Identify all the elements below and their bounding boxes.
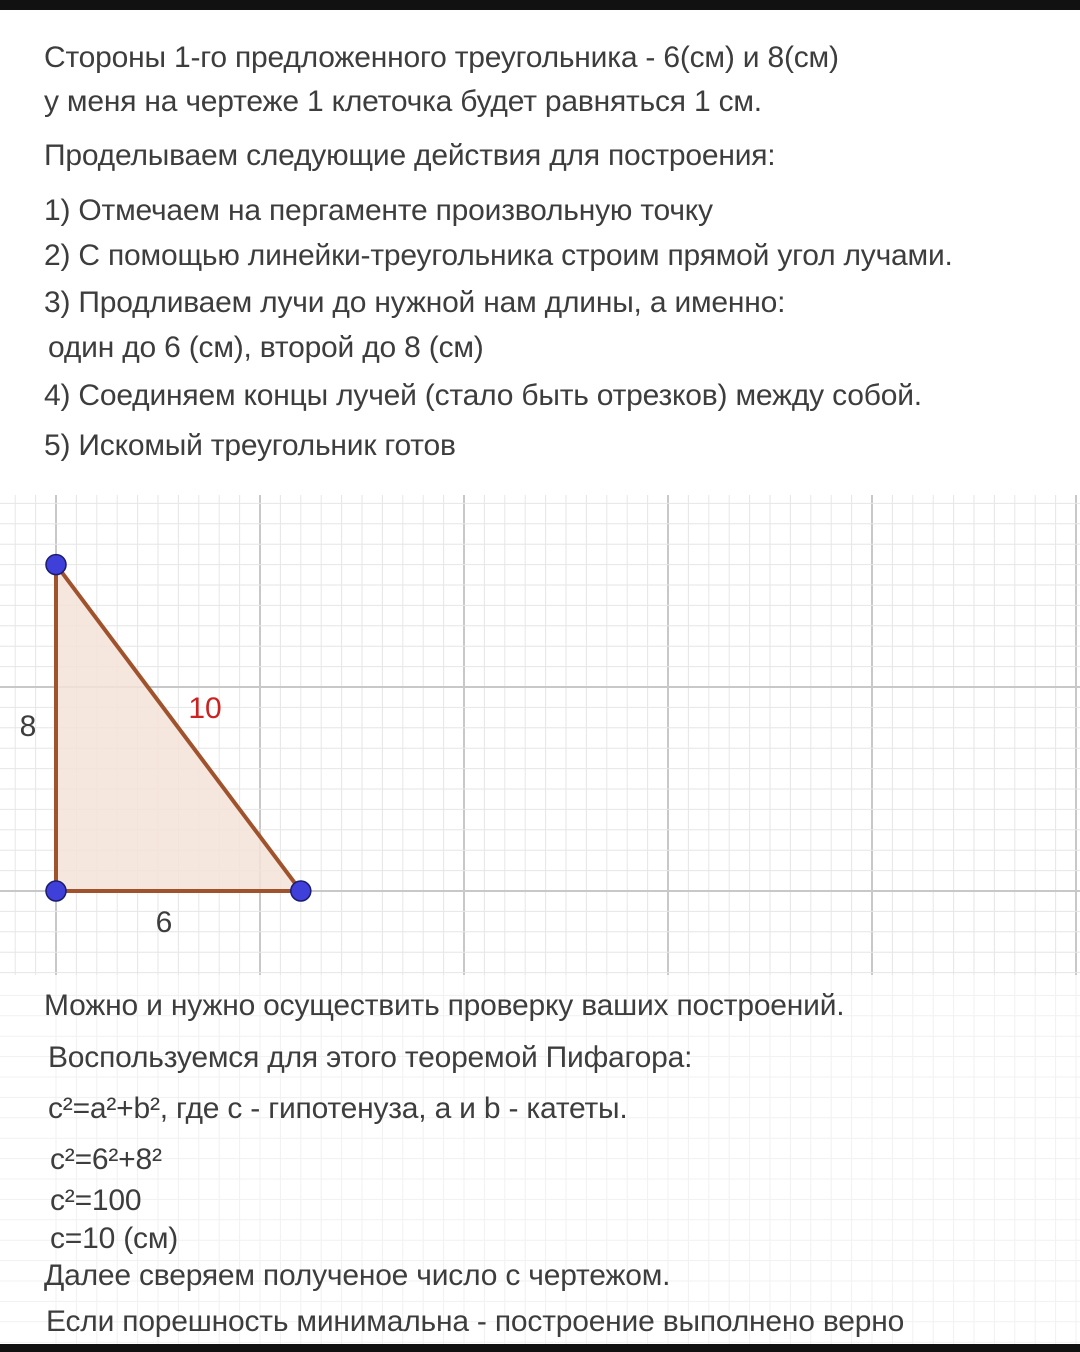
intro-line-2: у меня на чертеже 1 клеточка будет равняться 1 см. bbox=[44, 85, 762, 118]
label-hypotenuse-10: 10 bbox=[188, 692, 222, 725]
vertex-top-point bbox=[46, 555, 66, 575]
vertex-right-point bbox=[291, 881, 311, 901]
pythagoras-formula: c²=a²+b², где c - гипотенуза, а и b - катеты. bbox=[48, 1092, 628, 1125]
step-2: 2) С помощью линейки-треугольника строим прямой угол лучами. bbox=[44, 239, 953, 272]
step-3-continuation: один до 6 (см), второй до 8 (см) bbox=[48, 331, 484, 364]
vertex-right-angle-point bbox=[46, 881, 66, 901]
check-line-3: Далее сверяем полученое число с чертежом. bbox=[44, 1259, 671, 1292]
step-1: 1) Отмечаем на пергаменте произвольную точку bbox=[44, 194, 713, 227]
bottom-border bbox=[0, 1344, 1080, 1352]
triangle-figure bbox=[0, 495, 1080, 975]
step-5: 5) Искомый треугольник готов bbox=[44, 429, 456, 462]
check-line-2: Воспользуемся для этого теоремой Пифагора: bbox=[48, 1041, 693, 1074]
intro-line-1: Стороны 1-го предложенного треугольника - 6(см) и 8(см) bbox=[44, 41, 839, 74]
calc-step-1: c²=6²+8² bbox=[50, 1143, 162, 1176]
top-border bbox=[0, 0, 1080, 10]
check-line-1: Можно и нужно осуществить проверку ваших построений. bbox=[44, 989, 845, 1022]
label-side-6: 6 bbox=[155, 906, 173, 939]
step-3: 3) Продливаем лучи до нужной нам длины, а именно: bbox=[44, 286, 786, 319]
label-side-8: 8 bbox=[19, 710, 37, 743]
calc-step-2: c²=100 bbox=[50, 1184, 142, 1217]
intro-line-3: Проделываем следующие действия для построения: bbox=[44, 139, 776, 172]
check-line-4: Если порешность минимальна - построение выполнено верно bbox=[46, 1305, 905, 1338]
step-4: 4) Соединяем концы лучей (стало быть отрезков) между собой. bbox=[44, 379, 922, 412]
calc-step-3: c=10 (см) bbox=[50, 1222, 179, 1255]
